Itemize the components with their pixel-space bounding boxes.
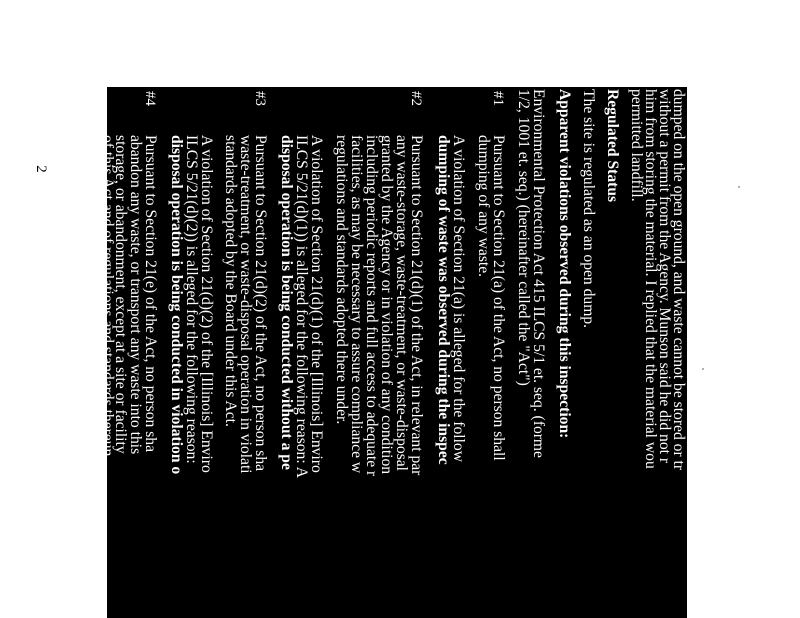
act-citation: 1/2, 1001 et. seq.) (hereinafter called the "Act"): [515, 89, 532, 386]
section-text: The site is regulated as an open dump.: [580, 89, 597, 329]
violation-text: facilities, as may be necessary to assure compliance w: [348, 135, 365, 474]
violation-finding: A violation of Section 21(d)(1) of the [Illinois] Enviro: [308, 135, 325, 473]
violation-text: abandon any waste, or transport any waste into this: [127, 135, 144, 455]
violation-finding: A violation of Section 21(d)(2) of the [Illinois] Enviro: [198, 135, 215, 473]
act-citation: Environmental Protection Act 415 ILCS 5/1 et. seq. (forme: [530, 89, 547, 458]
violation-finding: ILCS 5/21(d)(1)) is alleged for the following reason: A: [293, 135, 310, 478]
page-number: 2: [33, 165, 49, 173]
violation-tag: #1: [490, 91, 506, 106]
violation-text: Pursuant to Section 21(d)(1) of the Act, in relevant par: [408, 135, 425, 476]
violation-text: regulations and standards adopted there under.: [333, 135, 350, 425]
violation-text: dumping of any waste.: [475, 135, 492, 278]
violation-finding-bold: dumping of waste was observed during the inspec: [435, 135, 452, 465]
section-heading: Apparent violations observed during this inspection:: [556, 89, 573, 439]
violation-text: Pursuant to Section 21(a) of the Act, no person shall: [490, 135, 507, 461]
violation-finding: ILCS 5/21(d)(2)) is alleged for the following reason:: [183, 135, 200, 464]
section-heading: Regulated Status: [604, 89, 621, 203]
violation-text: of this Act and of regulations and standards thereun: [99, 135, 116, 457]
page-body: [99, 87, 687, 618]
body-line: permitted landfill.: [628, 89, 645, 202]
scanned-page: [99, 87, 687, 618]
scan-speck: [738, 186, 740, 188]
violation-text: Pursuant to Section 21(d)(2) of the Act, no person sha: [252, 135, 269, 472]
violation-finding-bold: disposal operation is being conducted without a pe: [278, 135, 295, 470]
violation-text: Pursuant to Section 21(e) of the Act, no person sha: [142, 135, 159, 453]
violation-finding: A violation of Section 21(a) is alleged for the follow: [450, 135, 467, 462]
body-line: without a permit from the Agency. Munson said he did not r: [656, 89, 673, 464]
violation-tag: #3: [252, 91, 268, 106]
violation-text: any waste-storage, waste-treatment, or waste-disposal: [393, 135, 410, 472]
violation-finding-bold: disposal operation is being conducted in violation o: [168, 135, 185, 475]
body-line: dumped on the open ground, and waste cannot be stored or tr: [670, 89, 687, 471]
violation-tag: #4: [142, 91, 158, 106]
violation-text: storage, or abandonment, except at a site or facility: [112, 135, 129, 454]
violation-text: granted by the Agency or in violation of any condition: [378, 135, 395, 475]
violation-text: waste-treatment, or waste-disposal operation in violati: [237, 135, 254, 474]
violation-text: including periodic reports and full access to adequate r: [363, 135, 380, 477]
violation-text: standards adopted by the Board under this Act.: [222, 135, 239, 427]
scan-speck: [702, 368, 704, 370]
violation-tag: #2: [408, 91, 424, 106]
body-line: him from storing the material. I replied that the material wou: [642, 89, 659, 469]
